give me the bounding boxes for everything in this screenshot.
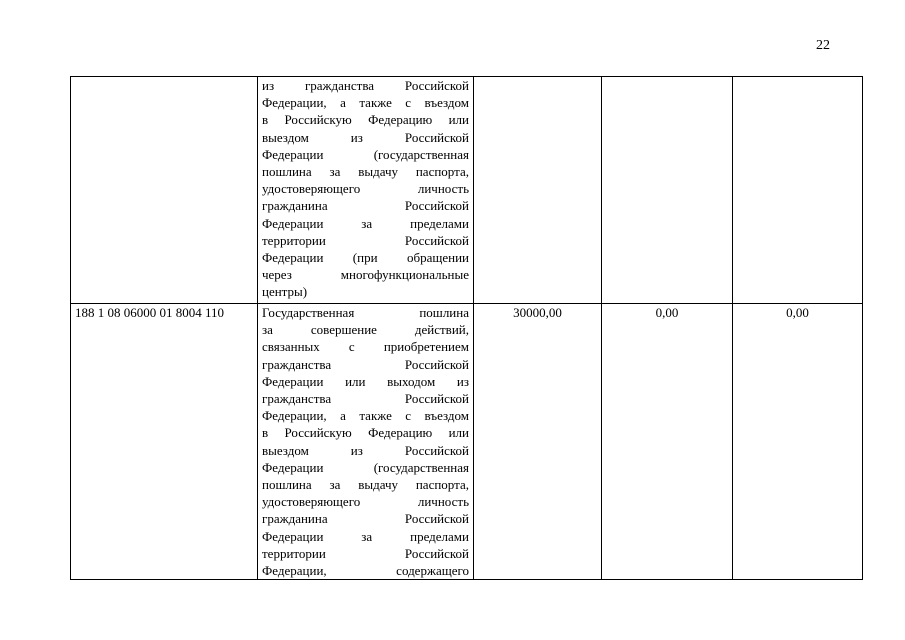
- description-line: Федерации (государственная: [262, 459, 469, 475]
- description-line: Федерации за пределами: [262, 215, 469, 231]
- value-cell-1: 30000,00: [474, 304, 602, 580]
- description-cell: [258, 304, 474, 580]
- description-line: Федерации (государственная: [262, 146, 469, 162]
- description-line: гражданина Российской: [262, 511, 469, 527]
- description-line: выездом из Российской: [262, 442, 469, 458]
- value-cell-3: 0,00: [733, 304, 863, 580]
- description-line: пошлина за выдачу паспорта,: [262, 164, 469, 180]
- description-line: Государственная пошлина: [262, 305, 469, 320]
- budget-code-cell: [71, 77, 258, 304]
- description-cell: [258, 77, 474, 304]
- description-line: удостоверяющего личность: [262, 181, 469, 197]
- description-line: территории Российской: [262, 545, 469, 561]
- value-cell-2: [602, 77, 733, 304]
- budget-code-cell: 188 1 08 06000 01 8004 110: [71, 304, 258, 580]
- budget-table: [70, 76, 863, 580]
- description-line: территории Российской: [262, 232, 469, 248]
- description-line: связанных с приобретением: [262, 339, 469, 355]
- value-cell-1: [474, 77, 602, 304]
- value-cell-2: 0,00: [602, 304, 733, 580]
- description-line: Федерации за пределами: [262, 528, 469, 544]
- description-line: через многофункциональные: [262, 267, 469, 283]
- description-line: гражданства Российской: [262, 356, 469, 372]
- description-line: Федерации, а также с въездом: [262, 408, 469, 424]
- description-line: Федерации (при обращении: [262, 250, 469, 266]
- description-line: Федерации, а также с въездом: [262, 95, 469, 111]
- description-line: в Российскую Федерацию или: [262, 425, 469, 441]
- value-cell-3: [733, 77, 863, 304]
- description-line: гражданина Российской: [262, 198, 469, 214]
- description-line: выездом из Российской: [262, 129, 469, 145]
- table-row: [71, 77, 863, 304]
- description-line: удостоверяющего личность: [262, 494, 469, 510]
- description-line: Федерации или выходом из: [262, 373, 469, 389]
- description-line: за совершение действий,: [262, 322, 469, 338]
- description-line: центры): [262, 284, 308, 300]
- table-row: [71, 304, 863, 580]
- page-number: 22: [816, 38, 830, 53]
- description-line: из гражданства Российской: [262, 78, 469, 93]
- description-line: гражданства Российской: [262, 391, 469, 407]
- description-line: в Российскую Федерацию или: [262, 112, 469, 128]
- description-line: пошлина за выдачу паспорта,: [262, 477, 469, 493]
- description-line: Федерации, содержащего: [262, 563, 469, 579]
